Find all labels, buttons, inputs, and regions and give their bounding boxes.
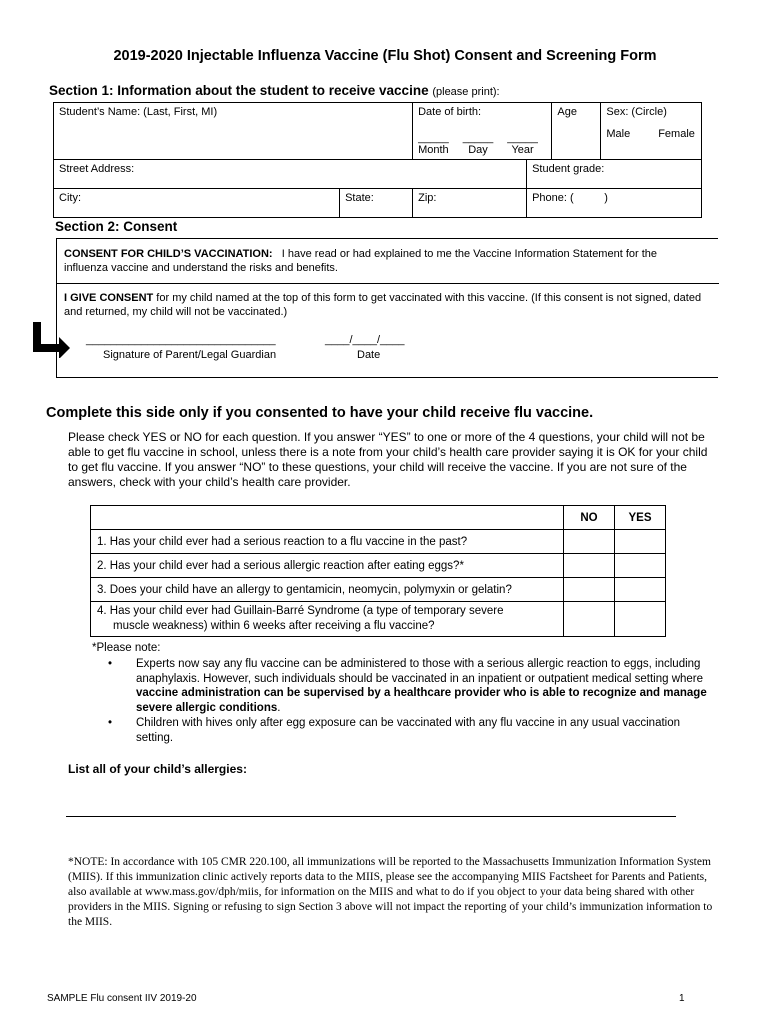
header-blank-cell [91,506,564,530]
signature-field[interactable]: _______________________________ [86,334,276,346]
section1-heading [49,83,500,98]
arrow-icon [33,322,73,358]
q3-no-checkbox[interactable] [564,578,615,602]
sex-cell[interactable] [601,103,702,160]
list-item [108,716,708,745]
day-label: Day [468,144,488,156]
table-header-row [91,506,666,530]
question-4-line2: muscle weakness) within 6 weeks after receiving a flu vaccine? [113,620,435,632]
table-row [91,554,666,578]
zip-cell[interactable] [413,189,527,218]
page-number: 1 [679,993,685,1004]
screening-heading: Complete this side only if you consented to have your child receive flu vaccine. [46,405,594,421]
female-option[interactable]: Female [658,128,695,140]
allergies-field[interactable] [66,816,676,817]
question-3: 3. Does your child have an allergy to gentamicin, neomycin, polymyxin or gelatin? [91,578,564,602]
q2-no-checkbox[interactable] [564,554,615,578]
q4-yes-checkbox[interactable] [615,602,666,637]
section2-heading: Section 2: Consent [55,219,178,234]
table-row [91,578,666,602]
table-row [91,530,666,554]
give-consent-text: for my child named at the top of this form to get vaccinated with this vaccine. (If this consent is not signed, dated and returned, my child will not be vaccinated.) [64,292,702,318]
q1-no-checkbox[interactable] [564,530,615,554]
q4-no-checkbox[interactable] [564,602,615,637]
day-blank: _____ [462,132,494,144]
bullet-2-marker: • [108,717,113,729]
consent-text: I have read or had explained to me the Vaccine Information Statement for the influenza vaccine and understand the risks and benefits. [64,248,661,274]
state-label: State: [345,192,374,204]
col-no-header: NO [564,506,615,530]
q1-yes-checkbox[interactable] [615,530,666,554]
grade-cell[interactable] [527,160,702,189]
table-row [91,602,666,637]
month-label: Month [418,144,449,156]
street-cell[interactable] [54,160,527,189]
consent-bold: CONSENT FOR CHILD’S VACCINATION: [64,248,273,260]
student-name-label: Student’s Name: (Last, First, MI) [59,106,218,118]
year-blank: _____ [507,132,538,144]
q3-yes-checkbox[interactable] [615,578,666,602]
zip-label: Zip: [418,192,437,204]
bullet-1-part-b: vaccine administration can be supervised by a healthcare provider who is able to recognize and manage severe allergic conditions [136,687,707,714]
question-4-line1: 4. Has your child ever had Guillain-Barré Syndrome (a type of temporary severe [97,605,504,617]
screening-table [90,505,666,637]
col-yes-header: YES [615,506,666,530]
signature-label: Signature of Parent/Legal Guardian [103,349,277,361]
form-title: 2019-2020 Injectable Influenza Vaccine (Flu Shot) Consent and Screening Form [113,48,657,64]
male-option[interactable]: Male [606,128,631,140]
student-info-table [53,102,702,218]
footer-text: SAMPLE Flu consent IIV 2019-20 [47,993,197,1004]
note-bullets [108,657,708,746]
date-field[interactable]: ____/____/____ [325,334,405,346]
street-label: Street Address: [59,163,135,175]
screening-instructions: Please check YES or NO for each question. If you answer “YES” to one or more of the 4 questions, your child will not be able to get flu vaccine in school, unless there is a note from your child’s health care provider saying it is OK for your child to get flu vaccine. If you answer “NO” to these questions, your child will receive the vaccine. If you are not sure of the answers, check with your child’s health care provider. [68,430,708,489]
miis-note: *NOTE: In accordance with 105 CMR 220.100, all immunizations will be reported to the Massachusetts Immunization Information System (MIIS). If this immunization clinic actively reports data to the MIIS, please see the accompanying MIIS Factsheet for Parents and Patients, also available at www.mass.gov/dph/miis, for information on the MIIS and what to do if you object to your data being shared with other providers in the MIIS. Signing or refusing to sign Section 3 above will not impact the reporting of your child’s immunization information to the MIIS. [68,856,713,928]
bullet-1-text [136,657,708,715]
question-2: 2. Has your child ever had a serious allergic reaction after eating eggs?* [91,554,564,578]
month-blank: _____ [418,132,449,144]
allergies-label: List all of your child’s allergies: [68,762,247,776]
section1-note: (please print): [432,86,500,98]
age-cell[interactable] [552,103,601,160]
city-cell[interactable] [54,189,340,218]
please-note: *Please note: [92,642,161,654]
grade-label: Student grade: [532,163,605,175]
section1-heading-text: Section 1: Information about the student to receive vaccine [49,83,429,98]
phone-label: Phone: ( ) [532,192,608,204]
dob-cell[interactable] [413,103,552,160]
state-cell[interactable] [340,189,413,218]
give-consent-bold: I GIVE CONSENT [64,292,154,304]
sex-label: Sex: (Circle) [606,106,667,118]
give-consent-paragraph [64,291,704,319]
consent-paragraph [64,247,684,275]
question-1: 1. Has your child ever had a serious reaction to a flu vaccine in the past? [91,530,564,554]
question-4 [91,602,564,637]
list-item [108,657,708,715]
phone-cell[interactable] [527,189,702,218]
student-name-cell[interactable] [54,103,413,160]
bullet-2-text: Children with hives only after egg exposure can be vaccinated with any flu vaccine in any usual vaccination setting. [136,717,681,744]
bullet-1-part-c: . [277,701,281,714]
bullet-1-marker: • [108,658,113,670]
age-label: Age [557,106,577,118]
bullet-1-part-a: Experts now say any flu vaccine can be administered to those with a serious allergic reaction to eggs, including anaphylaxis. However, such individuals should be vaccinated in an inpatient or outpatient medical setting where [136,658,704,685]
date-label: Date [357,349,381,361]
dob-label: Date of birth: [418,106,482,118]
year-label: Year [511,144,534,156]
city-label: City: [59,192,81,204]
q2-yes-checkbox[interactable] [615,554,666,578]
consent-divider [57,283,719,284]
